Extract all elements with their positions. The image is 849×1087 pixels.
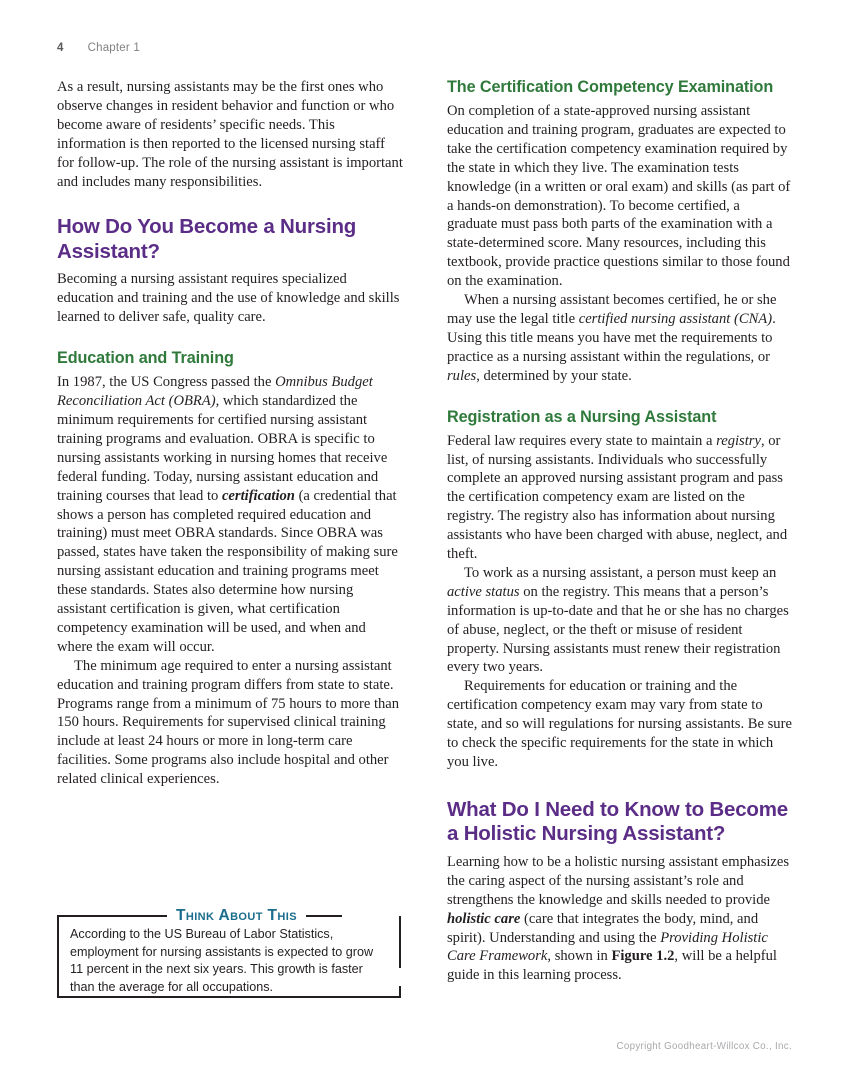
paragraph-active-status [447,564,793,677]
cna-text-a: When a nursing assistant becomes certified, he or she may use the legal title [447,292,777,327]
running-head [57,42,140,54]
holistic-text-b: (care that integrates the body, mind, and spirit). Understanding and using the [447,910,759,946]
key-term-active-status: active status [447,583,520,600]
active-status-text-b: on the registry. This means that a person’s information is up-to-date and that he or she has no charges of abuse, neglect, or the theft or misuse of resident property. Nursing assistants must renew their registration every two years. [447,583,789,676]
left-column [57,78,403,985]
cna-text-b: . Using this title means you have met the requirements to practice as a nursing assistant within the regulations, or [447,310,776,365]
heading-certification-competency-examination: The Certification Competency Examination [447,78,774,96]
key-term-holistic-care: holistic care [447,910,521,927]
heading-education-and-training: Education and Training [57,349,234,368]
title-rule-right-icon [306,915,342,917]
paragraph-intro: As a result, nursing assistants may be the first ones who observe changes in resident behavior and function or who become aware of residents’ specific needs. This information is then reported to the licensed nursing staff for follow-up. The role of the nursing assistant is important and includes many responsibilities. [57,79,403,190]
obra-title-italic: Omnibus Budget Reconciliation Act (OBRA) [57,374,373,410]
key-term-certified-nursing-assistant: certified nursing assistant (CNA) [578,310,773,327]
paragraph-obra [57,373,403,657]
holistic-text-a: Learning how to be a holistic nursing assistant emphasizes the caring aspect of the nursing assistant’s role and strengthens the knowledge and skills needed to provide [447,853,790,908]
box-border-left [57,916,59,998]
chapter-label: Chapter 1 [87,42,140,54]
think-about-this-title-bar [57,908,401,924]
key-term-certification: certification [221,487,295,504]
key-term-registry: registry [716,432,761,449]
cna-text-c: , determined by your state. [476,367,632,384]
paragraph-cna-title [447,291,793,386]
page-number: 4 [57,42,64,54]
box-border-bottom [57,996,401,998]
right-column [447,78,793,985]
heading-how-do-you-become-a-nursing-assistant: How Do You Become a Nursing Assistant? [57,215,357,263]
title-rule-left-icon [57,915,167,917]
figure-reference: Figure 1.2 [611,948,675,965]
paragraph-become-nursing-assistant: Becoming a nursing assistant requires specialized education and training and the use of knowledge and skills learned to deliver safe, quality care. [57,271,400,326]
obra-text-c: (a credential that shows a person has completed required education and training) must meet OBRA standards. Since OBRA was passed, states have taken the responsibility of making sure nursing assistant education and training programs meet these standards. States also determine how nursing assistant certification is given, what certification competency examination will be used, and when and where the exam will occur. [57,487,398,655]
paragraph-requirements-vary: Requirements for education or training and the certification competency exam may vary from state to state, and so will regulations for nursing assistants. Be sure to check the specific requirements for the state in which you live. [447,678,792,770]
paragraph-minimum-age: The minimum age required to enter a nursing assistant education and training program differs from state to state. Programs range from a minimum of 75 hours to more than 150 hours. Requirements for supervised clinical training include at least 24 hours or more in long-term care facilities. Some programs also include hospital and other related clinical experiences. [57,657,400,788]
think-about-this-body: According to the US Bureau of Labor Statistics, employment for nursing assistants is expected to grow 11 percent in the next six years. This growth is faster than the average for all occupations. [70,927,374,994]
think-about-this-box [57,908,401,1006]
two-column-layout [57,78,793,985]
box-border-right-upper [399,916,401,968]
paragraph-registry [447,432,793,564]
key-term-rules: rules [447,367,477,384]
heading-holistic-nursing-assistant: What Do I Need to Know to Become a Holistic Nursing Assistant? [447,797,788,846]
active-status-text-a: To work as a nursing assistant, a person must keep an [464,564,777,581]
obra-text-a: In 1987, the US Congress passed the [57,374,276,391]
registry-text-a: Federal law requires every state to maintain a [447,432,717,449]
copyright-notice: Copyright Goodheart-Willcox Co., Inc. [616,1041,792,1052]
holistic-text-d: , will be a helpful guide in this learning process. [447,948,777,984]
paragraph-certification-exam: On completion of a state-approved nursing assistant education and training program, graduates are expected to take the certification competency examination required by the state in which they live. The examination tests knowledge (in a written or oral exam) and skills (as part of a hands-on demonstration). To become certified, a graduate must pass both parts of the examination with a state-determined score. Many resources, including this textbook, provide practice questions similar to those found on the examination. [447,103,791,290]
heading-registration-as-a-nursing-assistant: Registration as a Nursing Assistant [447,407,717,426]
registry-text-b: , or list, of nursing assistants. Individuals who successfully complete an approved nursing assistant program and pass the certification competency exam are listed on the registry. The registry also has information about nursing assistants who have been charged with abuse, neglect, and theft. [447,432,788,563]
framework-title-italic: Providing Holistic Care Framework [447,929,768,965]
paragraph-holistic-care [447,853,793,985]
think-about-this-title: Think About This [176,907,297,924]
holistic-text-c: , shown in [547,948,612,965]
obra-text-b: , which standardized the minimum requirements for certified nursing assistant training programs and evaluation. OBRA is specific to nursing assistants working in nursing homes that receive federal funding. Today, nursing assistant education and training courses that lead to [57,393,388,504]
